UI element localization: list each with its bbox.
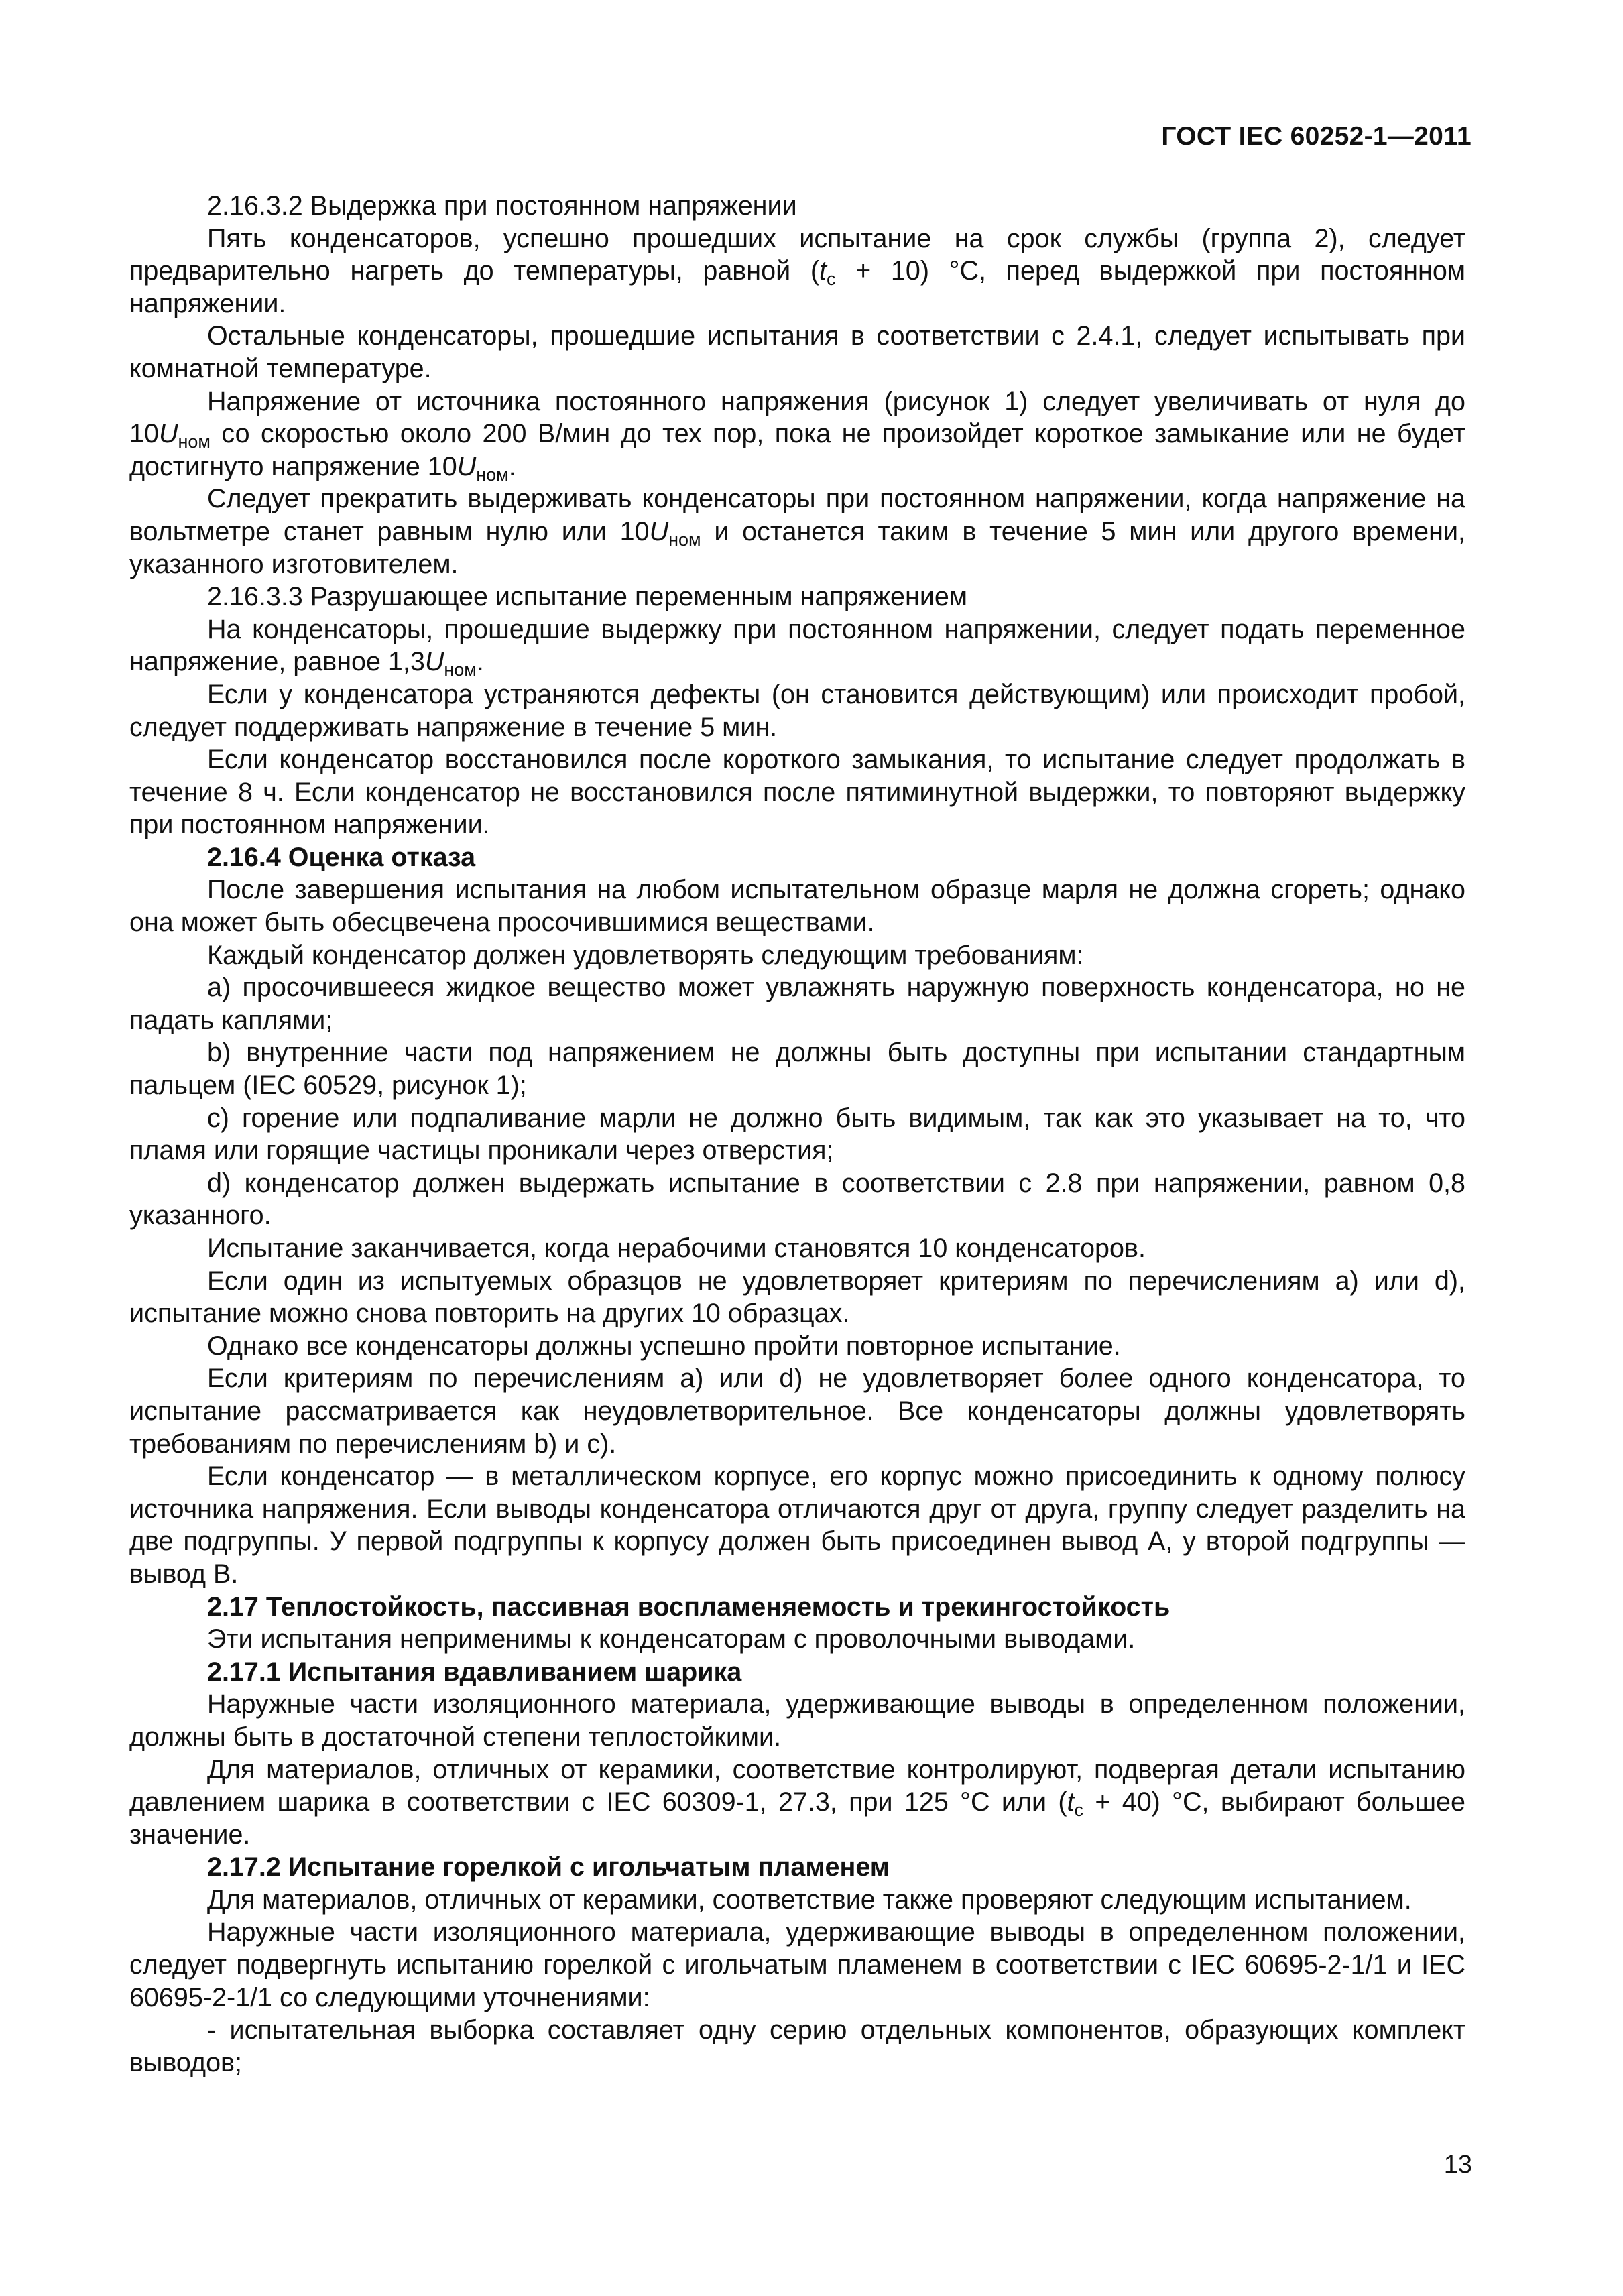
paragraph: Пять конденсаторов, успешно прошедших испытание на срок службы (группа 2), следует предварительно нагреть до температуры, равной $(t_c + 10)$ °С, перед выдержкой при постоянном напряжении. [129, 223, 1465, 318]
list-item: b) внутренние части под напряжением не должны быть доступны при испытании стандартным пальцем (IEC 60529, рисунок 1); [129, 1038, 1465, 1101]
paragraph: Эти испытания неприменимы к конденсаторам с проволочными выводами. [207, 1624, 1136, 1654]
document-body [129, 190, 1465, 2079]
clause-2-16-3-3-heading: 2.16.3.3 Разрушающее испытание переменным напряжением [207, 582, 968, 612]
paragraph: Для материалов, отличных от керамики, соответствие также проверяют следующим испытанием. [207, 1884, 1412, 1915]
paragraph: Для материалов, отличных от керамики, соответствие контролируют, подвергая детали испытанию давлением шарика в соответствии с IEC 60309-1, 27.3, при 125 °С или $(t_c + 40)$ °С, выбирают большее значение. [129, 1754, 1465, 1850]
paragraph: Испытание заканчивается, когда нерабочими становятся 10 конденсаторов. [207, 1233, 1146, 1263]
clause-2-17-1-heading: 2.17.1 Испытания вдавливанием шарика [207, 1656, 742, 1687]
paragraph: Остальные конденсаторы, прошедшие испытания в соответствии с 2.4.1, следует испытывать при комнатной температуре. [129, 321, 1465, 383]
standard-header: ГОСТ IEC 60252-1—2011 [1161, 122, 1471, 151]
clause-2-16-3-2-heading: 2.16.3.2 Выдержка при постоянном напряжении [207, 191, 797, 221]
page-number: 13 [1443, 2151, 1472, 2179]
paragraph: Если конденсатор восстановился после короткого замыкания, то испытание следует продолжать в течение 8 ч. Если конденсатор не восстановился после пятиминутной выдержки, то повторяют выдержку при постоянном напряжении. [129, 745, 1465, 840]
paragraph: Наружные части изоляционного материала, удерживающие выводы в определенном положении, следует подвергнуть испытанию горелкой с игольчатым пламенем в соответствии с IEC 60695-2-1/1 и IEC 60695-2-1/1 со следующими уточнениями: [129, 1917, 1465, 2012]
paragraph: Если один из испытуемых образцов не удовлетворяет критериям по перечислениям a) или d), испытание можно снова повторить на других 10 образцах. [129, 1266, 1465, 1329]
paragraph: Напряжение от источника постоянного напряжения (рисунок 1) следует увеличивать от нуля до $10U_{ном}$ со скоростью около 200 В/мин до тех пор, пока не произойдет короткое замыкание или не будет достигнуто напряжение $10U_{ном}$. [129, 386, 1465, 485]
clause-2-16-4-heading: 2.16.4 Оценка отказа [207, 842, 476, 872]
paragraph: Каждый конденсатор должен удовлетворять следующим требованиям: [207, 940, 1084, 970]
list-item: a) просочившееся жидкое вещество может увлажнять наружную поверхность конденсатора, но не падать каплями; [129, 973, 1465, 1035]
paragraph: Если конденсатор — в металлическом корпусе, его корпус можно присоединить к одному полюсу источника напряжения. Если выводы конденсатора отличаются друг от друга, группу следует разделить на две подгруппы. У первой подгруппы к корпусу должен быть присоединен вывод А, у второй подгруппы — вывод В. [129, 1461, 1465, 1589]
list-item: d) конденсатор должен выдержать испытание в соответствии с 2.8 при напряжении, равном 0,8 указанного. [129, 1168, 1465, 1231]
paragraph: Однако все конденсаторы должны успешно пройти повторное испытание. [207, 1331, 1121, 1361]
list-item: c) горение или подпаливание марли не должно быть видимым, так как это указывает на то, что пламя или горящие частицы проникали через отверстия; [129, 1103, 1465, 1166]
list-item: - испытательная выборка составляет одну серию отдельных компонентов, образующих комплект выводов; [129, 2015, 1465, 2077]
paragraph: Если критериям по перечислениям a) или d) не удовлетворяет более одного конденсатора, то испытание рассматривается как неудовлетворительное. Все конденсаторы должны удовлетворять требованиям по перечислениям b) и c). [129, 1364, 1465, 1459]
paragraph: Следует прекратить выдерживать конденсаторы при постоянном напряжении, когда напряжение на вольтметре станет равным нулю или $10U_{ном}$ и останется таким в течение 5 мин или другого времени, указанного изготовителем. [129, 484, 1465, 579]
paragraph: На конденсаторы, прошедшие выдержку при постоянном напряжении, следует подать переменное напряжение, равное $1,3U_{ном}$. [129, 614, 1465, 680]
clause-2-17-heading: 2.17 Теплостойкость, пассивная воспламеняемость и трекингостойкость [207, 1591, 1170, 1622]
paragraph: После завершения испытания на любом испытательном образце марля не должна сгореть; однако она может быть обесцвечена просочившимися веществами. [129, 875, 1465, 938]
clause-2-17-2-heading: 2.17.2 Испытание горелкой с игольчатым пламенем [207, 1852, 890, 1882]
paragraph: Если у конденсатора устраняются дефекты (он становится действующим) или происходит пробой, следует поддерживать напряжение в течение 5 мин. [129, 679, 1465, 742]
paragraph: Наружные части изоляционного материала, удерживающие выводы в определенном положении, должны быть в достаточной степени теплостойкими. [129, 1689, 1465, 1752]
